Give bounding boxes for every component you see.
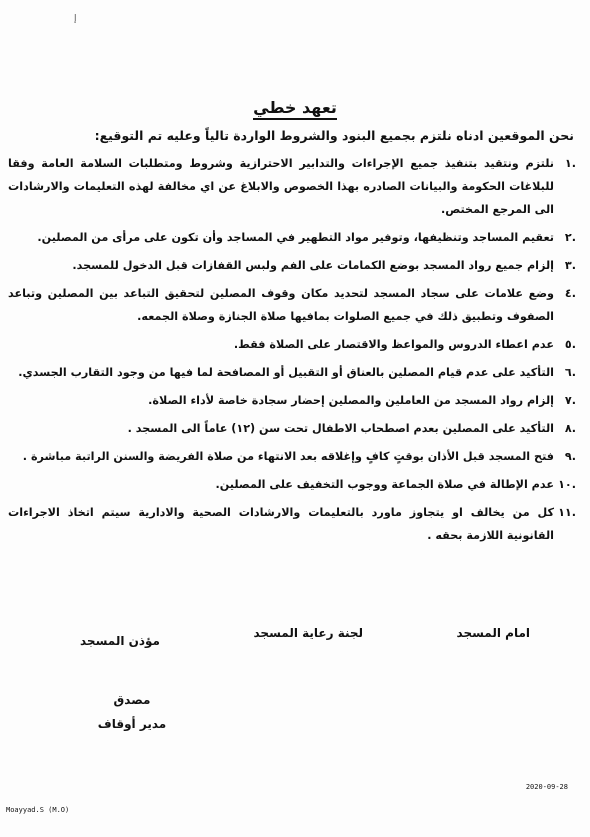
corner-mark: ﺇ bbox=[74, 14, 77, 24]
list-item bbox=[8, 226, 576, 249]
signature-committee: لجنة رعاية المسجد bbox=[253, 626, 364, 640]
item-text: عدم الإطالة في صلاة الجماعة ووجوب التخفيف على المصلين. bbox=[215, 478, 554, 491]
approval-block bbox=[92, 688, 172, 736]
item-text: التأكيد على عدم قيام المصلين بالعناق أو التقبيل أو المصافحة لما فيها من وجود التقارب الجسدي. bbox=[18, 366, 554, 379]
item-number: .٣ bbox=[564, 259, 576, 272]
list-item bbox=[8, 282, 576, 328]
item-text: نلتزم ونتقيد بتنفيذ جميع الإجراءات والتدابير الاحترازية وشروط ومتطلبات السلامة العامة وفقا للبلاغات الحكومة والبيانات الصادره بهذا الخصوص والابلاغ عن اي مخالفة لهذه التعليمات والارشادات الى المرجع المختص. bbox=[8, 157, 554, 216]
list-item bbox=[8, 473, 576, 496]
approval-line-1: مصدق bbox=[113, 693, 151, 707]
signature-imam: امام المسجد bbox=[456, 626, 530, 640]
item-text: عدم اعطاء الدروس والمواعظ والاقتصار على الصلاة فقط. bbox=[233, 338, 554, 351]
item-number: .١١ bbox=[558, 506, 576, 519]
list-item bbox=[8, 152, 576, 221]
intro-text: نحن الموقعين ادناه نلتزم بجميع البنود والشروط الواردة تالياً وعليه تم التوقيع: bbox=[94, 128, 574, 143]
item-number: .١٠ bbox=[558, 478, 576, 491]
item-text: وضع علامات على سجاد المسجد لتحديد مكان وقوف المصلين لتحقيق التباعد بين المصلين وتباعد الصفوف وتطبيق ذلك في جميع الصلوات بمافيها صلاة الجنازة وصلاة الجمعه. bbox=[8, 287, 554, 323]
item-number: .٢ bbox=[564, 231, 576, 244]
list-item bbox=[8, 389, 576, 412]
item-text: فتح المسجد قبل الأذان بوقتٍ كافٍ وإغلاقه بعد الانتهاء من صلاة الفريضة والسنن الراتبة مباشرة . bbox=[22, 450, 554, 463]
signature-row bbox=[40, 626, 550, 648]
item-number: .٥ bbox=[564, 338, 576, 351]
item-text: إلزام جميع رواد المسجد بوضع الكمامات على الفم ولبس القفازات قبل الدخول للمسجد. bbox=[72, 259, 554, 272]
item-number: .٩ bbox=[564, 450, 576, 463]
item-number: .٧ bbox=[564, 394, 576, 407]
item-text: تعقيم المساجد وتنظيفها، وتوفير مواد التطهير في المساجد وأن تكون على مرأى من المصلين. bbox=[37, 231, 554, 244]
commitment-list bbox=[8, 152, 576, 552]
list-item bbox=[8, 445, 576, 468]
item-number: .٨ bbox=[564, 422, 576, 435]
approval-line-2: مدير أوقاف bbox=[97, 717, 167, 731]
item-text: التأكيد على المصلين بعدم اصطحاب الاطفال تحت سن (١٢) عاماً الى المسجد . bbox=[127, 422, 554, 435]
list-item bbox=[8, 333, 576, 356]
list-item bbox=[8, 417, 576, 440]
list-item bbox=[8, 361, 576, 384]
item-number: .٤ bbox=[564, 287, 576, 300]
document-date: 2020-09-28 bbox=[525, 783, 568, 791]
list-item bbox=[8, 501, 576, 547]
page-title bbox=[0, 98, 590, 117]
item-number: .٦ bbox=[564, 366, 576, 379]
footer-note: Moayyad.S (M.O) bbox=[6, 806, 70, 814]
item-text: كل من يخالف او يتجاوز ماورد بالتعليمات والارشادات الصحية والادارية سيتم اتخاذ الاجراءات القانونية اللازمة بحقه . bbox=[8, 506, 554, 542]
signature-muaddhin: مؤذن المسجد bbox=[80, 634, 160, 648]
list-item bbox=[8, 254, 576, 277]
item-text: إلزام رواد المسجد من العاملين والمصلين إحضار سجادة خاصة لأداء الصلاة. bbox=[148, 394, 554, 407]
item-number: .١ bbox=[564, 157, 576, 170]
title-text: تعهد خطي bbox=[253, 98, 337, 120]
